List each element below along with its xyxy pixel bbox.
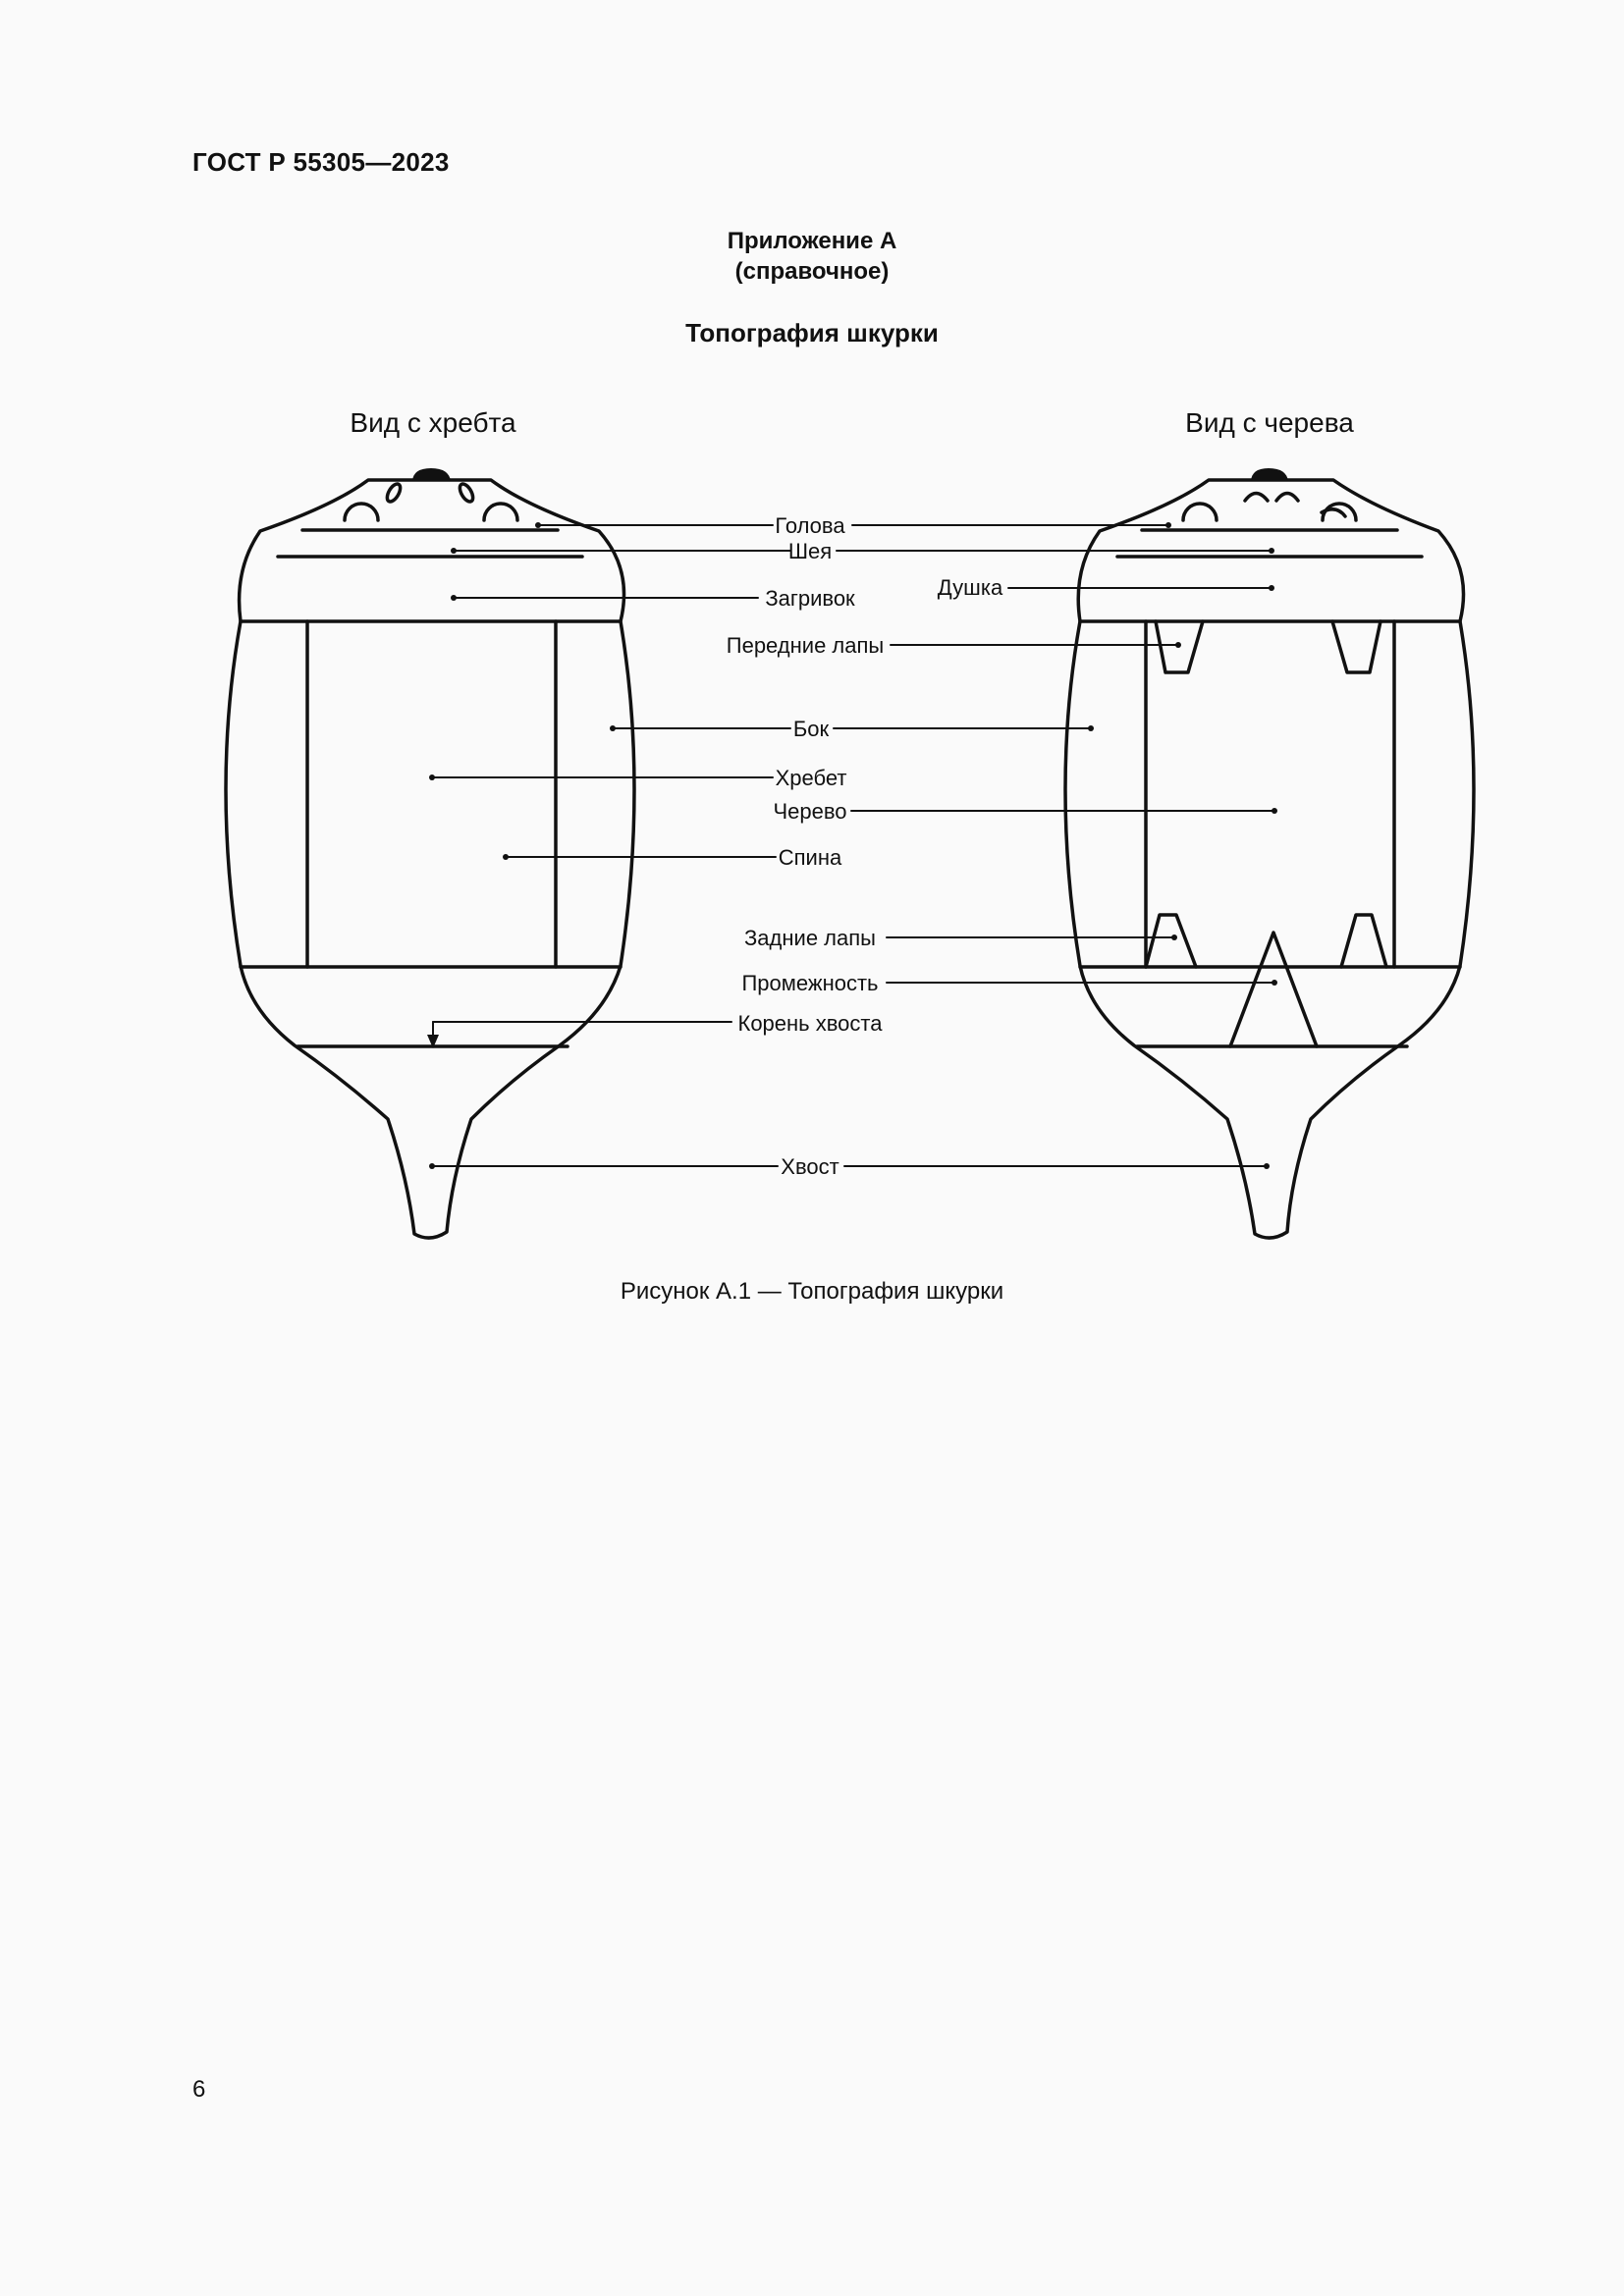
document-code: ГОСТ Р 55305—2023 — [192, 147, 450, 177]
belly-view-title: Вид с черева — [1185, 407, 1354, 438]
annex-title: Приложение А — [727, 228, 897, 254]
back-view-nose — [412, 468, 451, 481]
label-hind-paws: Задние лапы — [744, 926, 876, 950]
label-tail: Хвост — [781, 1154, 839, 1179]
label-spine: Хребет — [775, 766, 847, 790]
label-side: Бок — [792, 717, 830, 741]
label-tail-root: Корень хвоста — [737, 1011, 883, 1036]
page-number: 6 — [192, 2076, 206, 2103]
back-view-head-details — [345, 482, 517, 520]
figure-caption: Рисунок А.1 — Топография шкурки — [620, 1278, 1004, 1305]
back-view-title: Вид с хребта — [350, 407, 516, 438]
label-neck: Шея — [787, 539, 833, 563]
belly-view-nose — [1251, 468, 1288, 481]
label-belly: Черево — [773, 799, 847, 824]
label-throat: Душка — [937, 575, 1003, 600]
belly-view-head-details — [1183, 494, 1356, 521]
label-back: Спина — [778, 845, 842, 870]
belly-view-pelt-outline — [1065, 480, 1474, 1238]
back-view-pelt-outline — [226, 480, 634, 1238]
label-crotch: Промежность — [741, 971, 879, 995]
label-scruff: Загривок — [765, 586, 855, 611]
label-head: Голова — [775, 513, 845, 538]
annex-type: (справочное) — [734, 258, 890, 285]
section-title: Топография шкурки — [685, 318, 939, 347]
label-front-paws: Передние лапы — [726, 633, 885, 658]
